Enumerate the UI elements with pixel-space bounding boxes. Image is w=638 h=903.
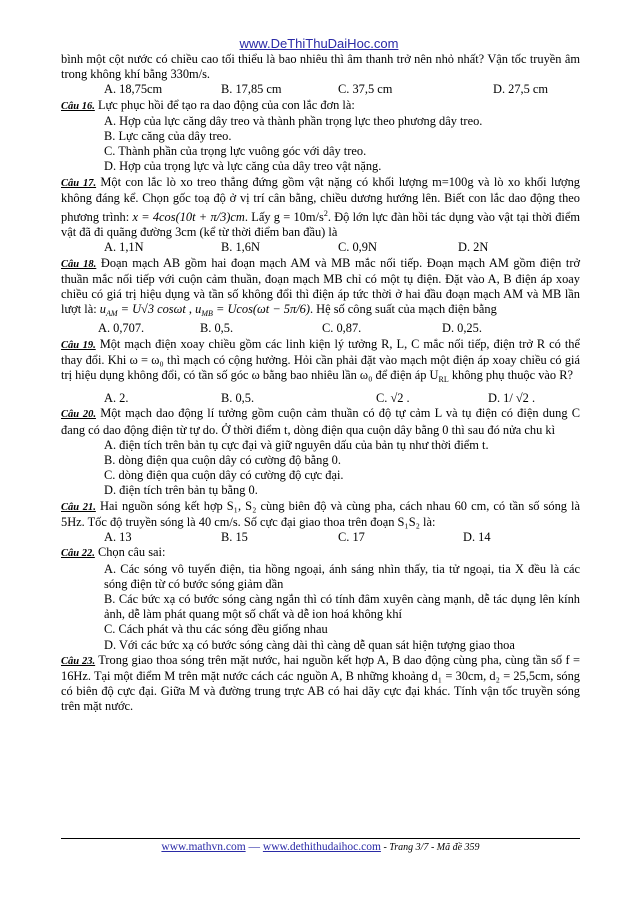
option-a: A. 0,707.: [98, 321, 145, 336]
q17-options: [61, 240, 580, 255]
question-17: [61, 175, 580, 241]
option-d: D. điện tích trên bản tụ bằng 0.: [104, 483, 258, 498]
option-a: A. 13: [104, 530, 132, 545]
question-text: Lực phục hồi để tạo ra dao động của con lắc đơn là:: [97, 97, 355, 112]
question-23: [61, 653, 580, 715]
option-a: A. 2.: [104, 391, 129, 406]
option-d: D. Với các bức xạ có bước sóng càng dài thì càng dễ quan sát hiện tượng giao thoa: [104, 637, 515, 652]
question-text: không phụ thuộc vào R?: [448, 368, 573, 383]
question-20: [61, 406, 580, 437]
question-text: Hai nguồn sóng kết hợp S₁, S₂ cùng biên độ và cùng pha, cách nhau 60 cm, có tần số sóng là 5Hz. Tốc độ truyền sóng là 40 cm/s. Số cực đại giao thoa trên đoạn S₁S₂ là:: [61, 498, 581, 529]
footer-dash: —: [245, 841, 263, 853]
question-18: [61, 256, 580, 322]
question-text: . Độ lớn lực đàn hồi tác dụng vào vật tại thời điểm vật đã đi quãng đường 3cm (kể từ thời điểm ban đầu) là: [61, 210, 580, 240]
question-16: [61, 98, 580, 114]
question-22: [61, 545, 580, 561]
option-b: B. Các bức xạ có bước sóng càng ngắn thì có tính đâm xuyên càng mạnh, dễ tác dụng lên kính ảnh, dễ làm phát quang một số chất và dễ ion hoá không khí: [104, 591, 580, 622]
option-d: D. 0,25.: [442, 321, 482, 336]
question-text: Một con lắc lò xo treo thẳng đứng gồm vật nặng có khối lượng m=100g và lò xo khối lượng không đáng kể. Chọn gốc toạ độ ở vị trí cân bằng, chiều dương hướng lên. Biết con lắc dao động theo phương trình:: [61, 174, 580, 225]
q21-options: [61, 530, 580, 545]
option-d: D. 1/ √2 .: [488, 391, 536, 406]
question-label: Câu 20.: [61, 409, 96, 421]
question-text: . Lấy g = 10m/s: [244, 210, 324, 225]
intro-question-text: bình một cột nước có chiều cao tối thiểu là bao nhiêu thì âm thanh trở nên nhỏ nhất? Vận tốc truyền âm trong không khí bằng 330m/s.: [61, 52, 580, 82]
footer-link-dethithudaihoc[interactable]: www.dethithudaihoc.com: [262, 841, 381, 853]
question-label: Câu 21.: [61, 501, 96, 513]
question-text: Một mạch dao động lí tưởng gồm cuộn cảm thuần có độ tự cảm L và tụ điện có điện dung C đang có dao động điện từ tự do. Ở thời điểm t, dòng điện qua cuộn dây bằng 0 thì sau đó nửa chu kì: [61, 406, 581, 437]
option-d: D. 14: [463, 530, 491, 545]
separator: ,: [185, 302, 196, 317]
footer: [61, 841, 580, 853]
option-d: D. 27,5 cm: [493, 82, 549, 97]
option-a: A. Các sóng vô tuyến điện, tia hồng ngoại, ánh sáng nhìn thấy, tia tử ngoại, tia X đều là các sóng điện từ có bước sóng giảm dần: [104, 561, 580, 591]
option-b: B. 1,6N: [221, 240, 260, 255]
option-c: C. √2 .: [376, 391, 410, 406]
option-b: B. dòng điện qua cuộn dây có cường độ bằng 0.: [104, 453, 341, 468]
footer-divider: [61, 838, 580, 839]
option-c: C. dòng điện qua cuộn dây có cường độ cực đại.: [104, 468, 344, 483]
question-label: Câu 22.: [61, 548, 95, 560]
superscript: 2: [323, 209, 328, 219]
option-b: B. 15: [221, 530, 248, 545]
option-b: B. 0,5.: [221, 391, 255, 406]
question-text: Một mạch điện xoay chiều gồm các linh kiện lý tưởng R, L, C mắc nối tiếp, điện trở R có thể thay đổi. Khi ω = ω₀ thì mạch có cộng hưởng. Hỏi cần phải đặt vào mạch một điện áp xoay chiều có giá trị hiệu dụng không đổi, có tần số góc ω bằng bao nhiêu lần ω₀ để điện áp U: [61, 336, 580, 383]
option-c: C. 0,9N: [338, 240, 377, 255]
question-19: [61, 337, 580, 388]
footer-page-info: - Trang 3/7 - Mã đề 359: [380, 842, 480, 853]
intro-options: [61, 82, 580, 97]
question-text: Trong giao thoa sóng trên mặt nước, hai nguồn kết hợp A, B dao động cùng pha, cùng tần số f = 16Hz. Tại một điểm M trên mặt nước cách các nguồn A, B những khoảng d₁ = 30cm, d₂ = 25,5cm, sóng có biên độ cực đại. Giữa M và đường trung trực AB có hai dãy cực đại khác. Tính vận tốc truyền sóng trên mặt nước.: [61, 652, 580, 714]
option-c: C. Thành phần của trọng lực vuông góc với dây treo.: [104, 144, 367, 159]
question-label: Câu 23.: [61, 655, 96, 667]
option-a: A. Hợp của lực căng dây treo và thành phần trọng lực theo phương dây treo.: [104, 113, 483, 128]
option-c: C. 17: [338, 530, 365, 545]
option-a: A. 1,1N: [104, 240, 144, 255]
header-url-link[interactable]: www.DeThiThuDaiHoc.com: [239, 36, 399, 51]
option-a: A. điện tích trên bản tụ cực đại và giữ nguyên dấu của bản tụ như thời điểm t.: [104, 437, 489, 452]
option-b: B. 0,5.: [200, 321, 234, 336]
option-c: C. Cách phát và thu các sóng đều giống nhau: [104, 622, 328, 637]
option-b: B. 17,85 cm: [221, 82, 282, 97]
option-c: C. 0,87.: [322, 321, 362, 336]
option-a: A. 18,75cm: [104, 82, 163, 97]
question-label: Câu 19.: [61, 339, 96, 351]
question-text: Đoạn mạch AB gồm hai đoạn mạch AM và MB mắc nối tiếp. Đoạn mạch AM gồm điện trở thuần mắc nối tiếp với cuộn cảm thuần, đoạn mạch MB chỉ có một tụ điện. Đặt vào A, B điện áp xoay chiều có giá trị hiệu dụng và tần số không đổi thì điện áp tức thời ở hai đầu đoạn mạch AM và MB lần lượt là:: [61, 255, 580, 317]
footer-link-mathvn[interactable]: www.mathvn.com: [161, 841, 246, 853]
question-label: Câu 17.: [61, 177, 97, 189]
subscript: RL: [438, 375, 449, 385]
question-text: Chọn câu sai:: [97, 545, 166, 560]
equation-u-mb: $u_{MB} = Ucos(\omega t - 5\pi/6)$: [195, 302, 310, 319]
equation-u-am: $u_{AM} = U√3$ cosωt: [99, 302, 186, 319]
option-d: D. Hợp của trọng lực và lực căng của dây treo vật nặng.: [104, 159, 382, 174]
option-d: D. 2N: [458, 240, 489, 255]
option-b: B. Lực căng của dây treo.: [104, 129, 232, 144]
q18-options: [61, 321, 580, 336]
question-21: [61, 499, 580, 530]
equation: x = 4cos(10t + π/3)cm: [132, 210, 245, 225]
question-label: Câu 16.: [61, 100, 95, 112]
question-content: [61, 52, 580, 715]
q19-options: [61, 391, 580, 406]
question-text: . Hệ số công suất của mạch điện bằng: [309, 302, 497, 317]
option-c: C. 37,5 cm: [338, 82, 393, 97]
question-label: Câu 18.: [61, 258, 97, 270]
